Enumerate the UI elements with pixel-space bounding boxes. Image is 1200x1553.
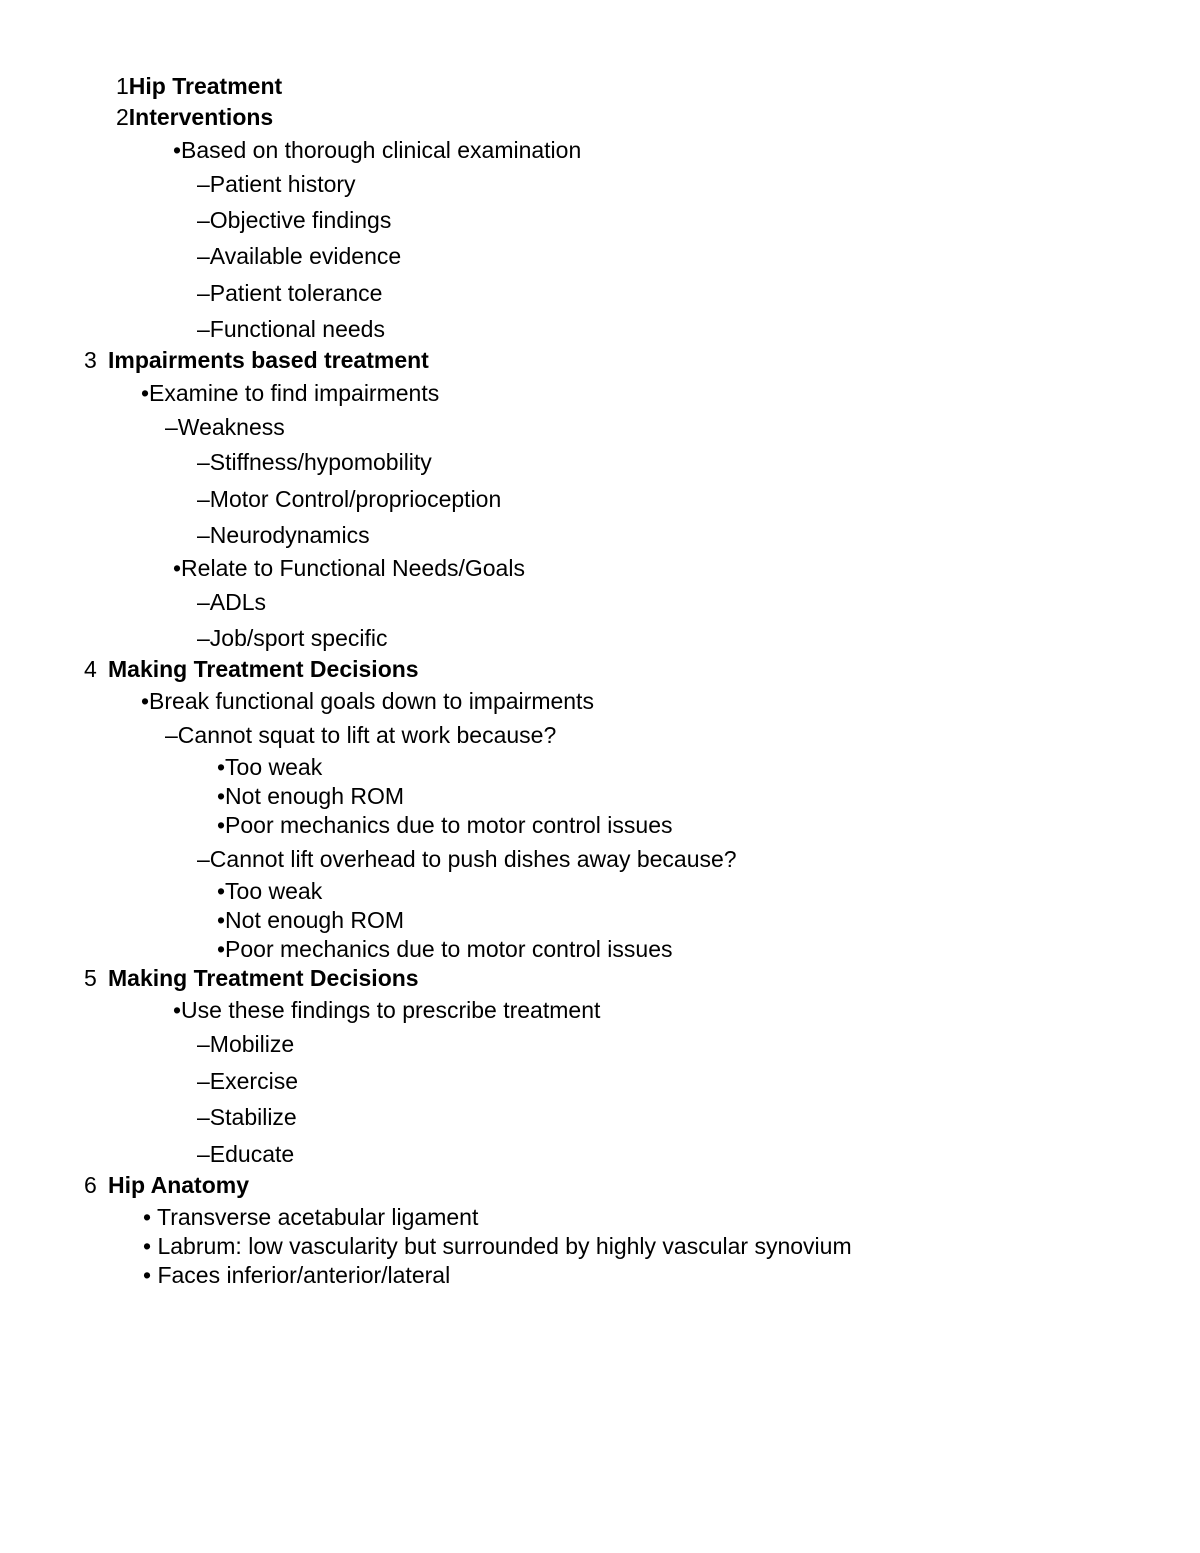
slide-number: 6 [84,1172,97,1198]
sub-item: –Exercise [197,1068,298,1094]
slide-number: 2 [116,104,129,130]
sub-item: –Patient tolerance [197,280,383,306]
heading-making-decisions: Making Treatment Decisions [108,965,419,991]
sub-sub-item: •Not enough ROM [217,907,405,933]
sub-item: –Mobilize [197,1031,295,1057]
heading-making-decisions: Making Treatment Decisions [108,656,419,682]
heading-impairments: Impairments based treatment [108,347,429,373]
sub-sub-item: •Too weak [217,878,323,904]
sub-item: –Available evidence [197,243,402,269]
slide-number: 1 [116,73,129,99]
bullet-item: •Use these findings to prescribe treatment [173,997,601,1023]
slide-number: 5 [84,965,97,991]
heading-hip-treatment [116,72,282,100]
slide-number: 4 [84,656,97,682]
bullet-item: •Based on thorough clinical examination [173,137,582,163]
bullet-item: •Relate to Functional Needs/Goals [173,555,525,581]
sub-item: –Stiffness/hypomobility [197,449,432,475]
bullet-item: •Break functional goals down to impairments [141,688,594,714]
sub-item: –Patient history [197,171,356,197]
heading-text: Interventions [128,104,274,130]
sub-item: –Weakness [165,414,285,440]
sub-sub-item: •Poor mechanics due to motor control issues [217,812,673,838]
sub-sub-item: •Poor mechanics due to motor control issues [217,936,673,962]
sub-item: –Stabilize [197,1104,297,1130]
sub-item: –Motor Control/proprioception [197,486,502,512]
sub-item: –ADLs [197,589,267,615]
bullet-item: • Labrum: low vascularity but surrounded by highly vascular synovium [143,1233,852,1259]
sub-item: –Cannot lift overhead to push dishes away because? [197,846,737,872]
sub-sub-item: •Too weak [217,754,323,780]
sub-sub-item: •Not enough ROM [217,783,405,809]
heading-text: Hip Treatment [128,73,283,99]
sub-item: –Job/sport specific [197,625,388,651]
bullet-item: • Faces inferior/anterior/lateral [143,1262,451,1288]
sub-item: –Neurodynamics [197,522,370,548]
heading-interventions [116,103,273,131]
bullet-item: •Examine to find impairments [141,380,440,406]
bullet-item: • Transverse acetabular ligament [143,1204,479,1230]
heading-hip-anatomy: Hip Anatomy [108,1172,249,1198]
sub-item: –Functional needs [197,316,385,342]
sub-item: –Objective findings [197,207,392,233]
sub-item: –Educate [197,1141,295,1167]
slide-number: 3 [84,347,97,373]
sub-item: –Cannot squat to lift at work because? [165,722,557,748]
